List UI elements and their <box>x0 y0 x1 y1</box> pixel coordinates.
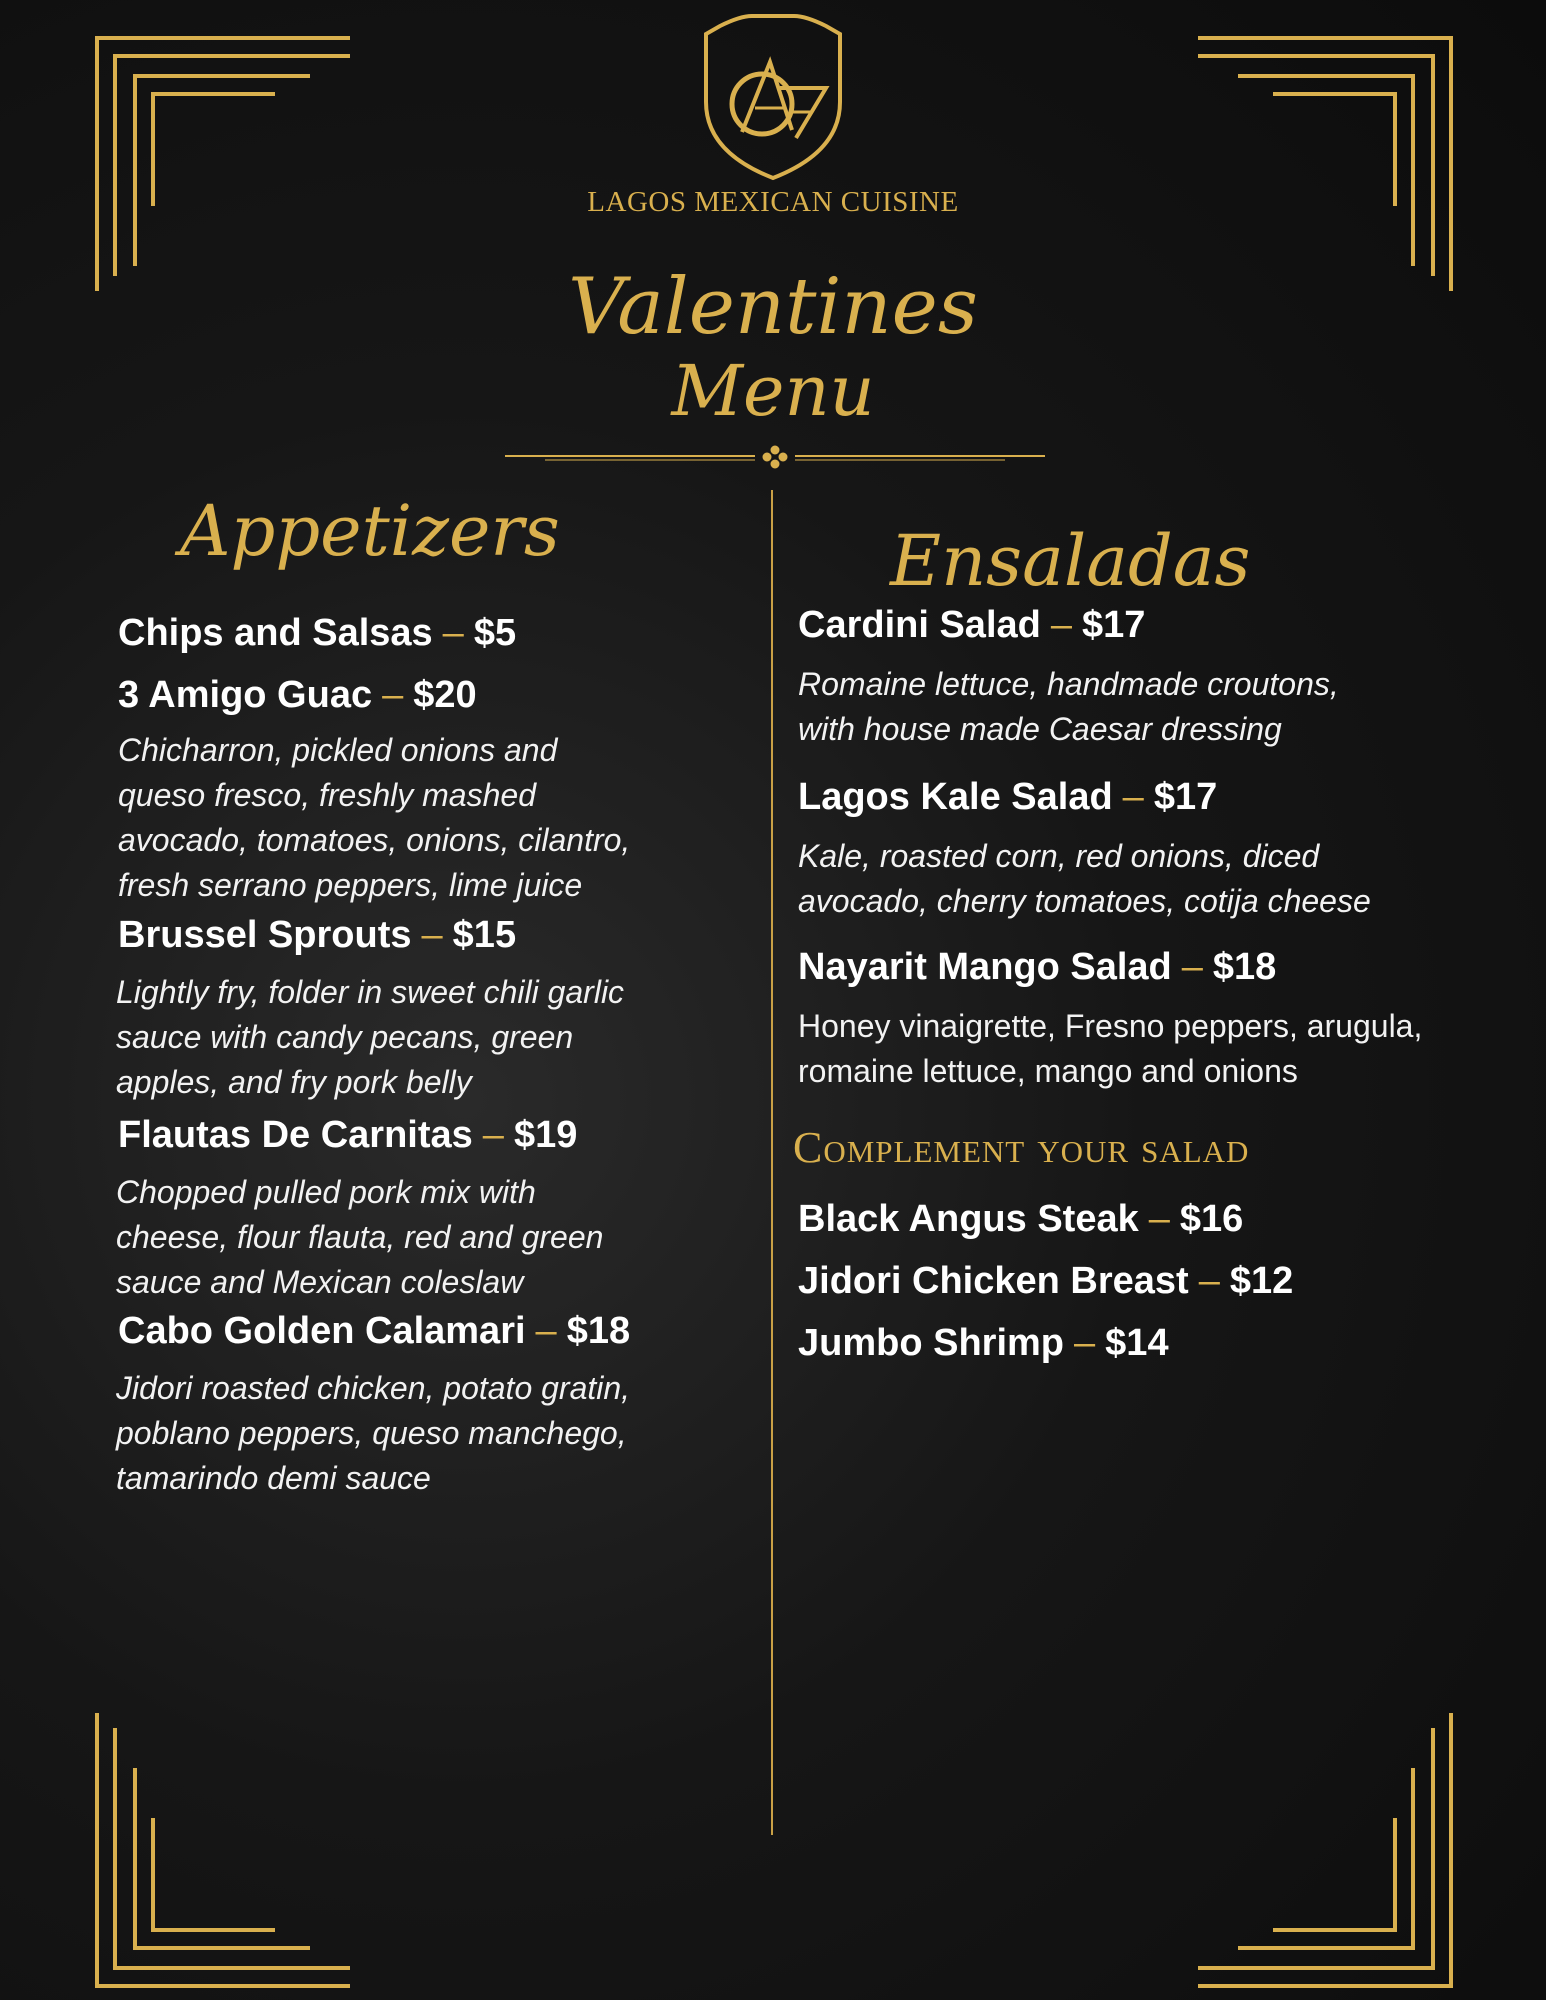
item-price: $5 <box>473 612 517 654</box>
menu-item-3-amigo-guac <box>118 674 477 717</box>
menu-title-line2: Menu <box>671 350 875 432</box>
item-separator: – <box>442 612 464 654</box>
menu-item-chips-and-salsas <box>118 612 516 655</box>
description-line: sauce and Mexican coleslaw <box>116 1264 524 1300</box>
menu-item-lagos-kale-salad <box>798 776 1217 819</box>
item-description-3-amigo-guac <box>118 728 630 908</box>
description-line: romaine lettuce, mango and onions <box>798 1053 1298 1089</box>
item-name: Black Angus Steak <box>798 1198 1139 1240</box>
description-line: fresh serrano peppers, lime juice <box>118 867 583 903</box>
description-line: Chicharron, pickled onions and <box>118 732 558 768</box>
item-name: Brussel Sprouts <box>118 914 412 956</box>
item-name: Cardini Salad <box>798 604 1041 646</box>
corner-ornament-bottom-left <box>95 1708 355 1988</box>
description-line: Lightly fry, folder in sweet chili garlic <box>116 974 625 1010</box>
description-line: poblano peppers, queso manchego, <box>116 1415 627 1451</box>
item-price: $14 <box>1105 1322 1169 1364</box>
item-description-flautas-de-carnitas <box>116 1170 603 1305</box>
item-separator: – <box>421 914 443 956</box>
ag-monogram-crest-icon <box>700 12 846 182</box>
description-line: Romaine lettuce, handmade croutons, <box>798 666 1339 702</box>
description-line: with house made Caesar dressing <box>798 711 1282 747</box>
description-line: Chopped pulled pork mix with <box>116 1174 536 1210</box>
item-separator: – <box>482 1114 504 1156</box>
item-name: Jumbo Shrimp <box>798 1322 1065 1364</box>
item-separator: – <box>1198 1260 1220 1302</box>
item-description-cabo-golden-calamari <box>116 1366 630 1501</box>
description-line: Honey vinaigrette, Fresno peppers, arugula, <box>798 1008 1423 1044</box>
item-name: Cabo Golden Calamari <box>118 1310 526 1352</box>
corner-ornament-bottom-right <box>1193 1708 1453 1988</box>
item-name: Flautas De Carnitas <box>118 1114 473 1156</box>
menu-item-jidori-chicken-breast <box>798 1260 1293 1303</box>
restaurant-name: LAGOS MEXICAN CUISINE <box>587 186 959 218</box>
description-line: tamarindo demi sauce <box>116 1460 431 1496</box>
column-divider <box>771 490 773 1835</box>
section-heading-ensaladas: Ensaladas <box>890 520 1251 602</box>
description-line: cheese, flour flauta, red and green <box>116 1219 604 1255</box>
item-price: $16 <box>1179 1198 1244 1240</box>
item-price: $17 <box>1153 776 1218 818</box>
menu-item-cardini-salad <box>798 604 1145 647</box>
item-description-lagos-kale-salad <box>798 834 1371 924</box>
item-description-nayarit-mango-salad <box>798 1004 1422 1094</box>
menu-item-cabo-golden-calamari <box>118 1310 630 1353</box>
item-separator: – <box>1050 604 1072 646</box>
menu-item-flautas-de-carnitas <box>118 1114 577 1157</box>
item-price: $19 <box>513 1114 578 1156</box>
item-price: $18 <box>1212 946 1277 988</box>
section-heading-complement: Complement your salad <box>793 1123 1250 1172</box>
title-divider <box>505 444 1045 470</box>
item-description-cardini-salad <box>798 662 1339 752</box>
description-line: apples, and fry pork belly <box>116 1064 472 1100</box>
description-line: avocado, cherry tomatoes, cotija cheese <box>798 883 1371 919</box>
item-separator: – <box>1122 776 1144 818</box>
item-name: Lagos Kale Salad <box>798 776 1113 818</box>
item-name: 3 Amigo Guac <box>118 674 373 716</box>
item-price: $15 <box>452 914 517 956</box>
item-price: $12 <box>1229 1260 1294 1302</box>
description-line: avocado, tomatoes, onions, cilantro, <box>118 822 631 858</box>
description-line: Jidori roasted chicken, potato gratin, <box>116 1370 631 1406</box>
description-line: queso fresco, freshly mashed <box>118 777 536 813</box>
menu-item-jumbo-shrimp <box>798 1322 1169 1365</box>
item-price: $20 <box>413 674 477 716</box>
section-heading-appetizers: Appetizers <box>180 490 560 572</box>
item-price: $17 <box>1081 604 1146 646</box>
menu-title-line1: Valentines <box>568 262 978 352</box>
item-separator: – <box>535 1310 557 1352</box>
description-line: sauce with candy pecans, green <box>116 1019 574 1055</box>
description-line: Kale, roasted corn, red onions, diced <box>798 838 1320 874</box>
item-separator: – <box>382 674 404 716</box>
item-name: Jidori Chicken Breast <box>798 1260 1189 1302</box>
item-separator: – <box>1181 946 1203 988</box>
item-description-brussel-sprouts <box>116 970 624 1105</box>
menu-item-nayarit-mango-salad <box>798 946 1276 989</box>
item-name: Nayarit Mango Salad <box>798 946 1172 988</box>
item-name: Chips and Salsas <box>118 612 433 654</box>
item-separator: – <box>1074 1322 1096 1364</box>
menu-item-brussel-sprouts <box>118 914 516 957</box>
item-price: $18 <box>566 1310 631 1352</box>
item-separator: – <box>1148 1198 1170 1240</box>
menu-item-black-angus-steak <box>798 1198 1243 1241</box>
